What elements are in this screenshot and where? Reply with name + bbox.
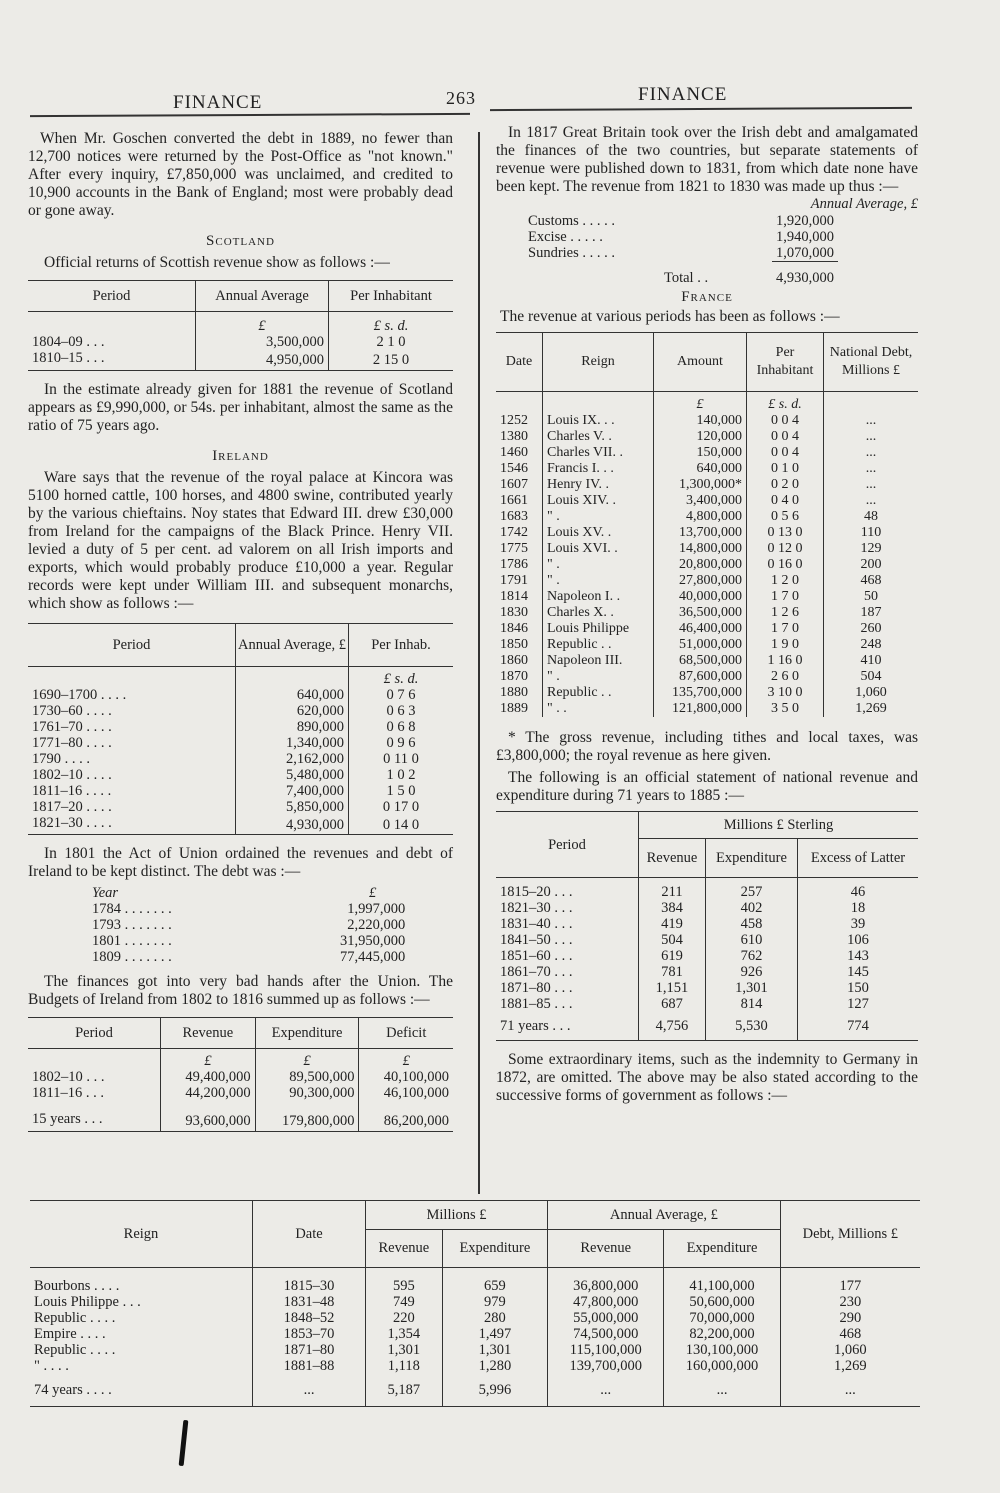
table-row: 1607 Henry IV. . 1,300,000* 0 2 0 ... xyxy=(496,477,918,493)
table-row: 1811–16 . . . 44,200,000 90,300,000 46,100,000 xyxy=(28,1085,453,1111)
table-row: 1861–70 . . . 781 926 145 xyxy=(496,964,918,980)
list-item: Customs . . . . . 1,920,000 xyxy=(528,213,834,229)
running-head-left: FINANCE xyxy=(173,92,263,113)
table-row: 1661 Louis XIV. . 3,400,000 0 4 0 ... xyxy=(496,493,918,509)
right-column xyxy=(496,124,918,1105)
irish-debt-list: Year £ 1784 . . . . . . . 1,997,000 1793 . . . . . . . 2,220,000 1801 . . . . . . . 31,950,000 1809 . . . . . . . 77,445,000 xyxy=(88,885,409,965)
table-row: 1460 Charles VII. . 150,000 0 0 4 ... xyxy=(496,445,918,461)
list-item: Sundries . . . . . 1,070,000 xyxy=(524,245,838,262)
table-row: Louis Philippe . . . 1831–48 749 979 47,800,000 50,600,000 230 xyxy=(30,1294,920,1310)
total-row: 74 years . . . . ... 5,187 5,996 ... ... ... xyxy=(30,1374,920,1407)
table-row: 1814 Napoleon I. . 40,000,000 1 7 0 50 xyxy=(496,589,918,605)
scotland-intro: Official returns of Scottish revenue show as follows :— xyxy=(44,254,390,271)
ireland-paragraph: Ware says that the revenue of the royal palace at Kincora was 5100 horned cattle, 100 horses, and 4800 swine, contributed yearly by the various chieftains. Noy states that Edward III. drew £30,000 from Ireland for the campaigns of the Black Prince. Henry VII. levied a duty of 5 per cent. ad valorem on all Irish imports and exports, which would probably produce £10,000 a year. Regular records were kept under William III. and subsequent monarchs, which show as follows :— xyxy=(28,469,453,612)
unit-pound: £ xyxy=(196,312,329,335)
table-row: 1380 Charles V. . 120,000 0 0 4 ... xyxy=(496,429,918,445)
ireland-heading: Ireland xyxy=(212,448,269,464)
col-revenue: Revenue xyxy=(366,1230,443,1268)
group-annual-average: Annual Average, £ xyxy=(548,1201,781,1230)
col-revenue-avg: Revenue xyxy=(548,1230,664,1268)
col-revenue: Revenue xyxy=(639,839,706,878)
col-expenditure: Expenditure xyxy=(255,1018,359,1049)
col-annual-average: Annual Average xyxy=(196,281,329,312)
table-row: 1771–80 . . . . 1,340,000 0 9 6 xyxy=(28,735,453,751)
table-row: 1870 " . 87,600,000 2 6 0 504 xyxy=(496,669,918,685)
indemnity-paragraph: Some extraordinary items, such as the indemnity to Germany in 1872, are omitted. The above may be also stated according to the successive forms of government as follows :— xyxy=(496,1051,918,1104)
list-item: Excise . . . . . 1,940,000 xyxy=(528,229,834,245)
national-table-body xyxy=(496,878,918,1013)
group-millions-sterling: Millions £ Sterling xyxy=(639,812,919,839)
col-reign: Reign xyxy=(543,333,654,392)
table-row: " . . . . 1881–88 1,118 1,280 139,700,000 160,000,000 1,269 xyxy=(30,1358,920,1374)
col-per-inhab: Per Inhab. xyxy=(371,637,431,653)
scotland-table xyxy=(28,280,453,371)
col-excess: Excess of Latter xyxy=(810,850,906,866)
col-reign: Reign xyxy=(30,1201,253,1268)
left-column xyxy=(28,130,453,1132)
col-deficit: Deficit xyxy=(386,1025,427,1041)
amalgamation-paragraph: In 1817 Great Britain took over the Irish debt and amalgamated the finances of the two countries, but separate statements of revenue were published down to 1831, from which date none have been kept. The revenue from 1821 to 1830 was made up thus :— xyxy=(496,124,918,195)
table-row: 1802–10 . . . . 5,480,000 1 0 2 xyxy=(28,767,453,783)
table-row: 1804–09 . . . 3,500,000 2 1 0 xyxy=(28,334,453,350)
scotland-estimate: In the estimate already given for 1881 the revenue of Scotland appears as £9,990,000, or 54s. per inhabitant, almost the same as the ratio of 75 years ago. xyxy=(28,381,453,434)
table-row: 1742 Louis XV. . 13,700,000 0 13 0 110 xyxy=(496,525,918,541)
col-annual-average: Annual Average, £ xyxy=(236,624,349,667)
table-row: 1690–1700 . . . . 640,000 0 7 6 xyxy=(28,687,453,703)
list-item: 1809 . . . . . . . 77,445,000 xyxy=(92,949,406,965)
table-row: 1252 Louis IX. . . 140,000 0 0 4 ... xyxy=(496,413,918,429)
table-row: 1683 " . 4,800,000 0 5 6 48 xyxy=(496,509,918,525)
footnote: * The gross revenue, including tithes and local taxes, was £3,800,000; the royal revenue as here given. xyxy=(496,729,918,764)
table-row: 1821–30 . . . 384 402 18 xyxy=(496,900,918,916)
total-row: 71 years . . . 4,756 5,530 774 xyxy=(496,1012,918,1041)
france-table-body xyxy=(496,413,918,717)
table-row: 1846 Louis Philippe 46,400,000 1 7 0 260 xyxy=(496,621,918,637)
government-table-body xyxy=(30,1268,920,1375)
table-row: Bourbons . . . . 1815–30 595 659 36,800,000 41,100,000 177 xyxy=(30,1268,920,1295)
col-period: Period xyxy=(28,624,236,667)
running-head-right: FINANCE xyxy=(638,84,728,105)
table-row: Republic . . . . 1848–52 220 280 55,000,000 70,000,000 290 xyxy=(30,1310,920,1326)
unit-lsd: £ s. d. xyxy=(383,671,419,687)
table-row: 1821–30 . . . . 4,930,000 0 14 0 xyxy=(28,815,453,835)
table-row: 1786 " . 20,800,000 0 16 0 200 xyxy=(496,557,918,573)
group-millions: Millions £ xyxy=(366,1201,548,1230)
col-debt: Debt, Millions £ xyxy=(780,1201,920,1268)
table-row: 1761–70 . . . . 890,000 0 6 8 xyxy=(28,719,453,735)
revenue-items xyxy=(524,213,838,286)
budgets-paragraph: The finances got into very bad hands after the Union. The Budgets of Ireland from 1802 to 1816 summed up as follows :— xyxy=(28,973,453,1008)
table-row: 1841–50 . . . 504 610 106 xyxy=(496,932,918,948)
table-row: 1546 Francis I. . . 640,000 0 1 0 ... xyxy=(496,461,918,477)
header-rule-left xyxy=(30,113,470,117)
col-expenditure: Expenditure xyxy=(705,839,797,878)
table-row: 1850 Republic . . 51,000,000 1 9 0 248 xyxy=(496,637,918,653)
table-row: 1831–40 . . . 419 458 39 xyxy=(496,916,918,932)
col-date: Date xyxy=(253,1201,366,1268)
ink-mark xyxy=(179,1420,189,1466)
list-item: 1793 . . . . . . . 2,220,000 xyxy=(92,917,406,933)
government-forms-table xyxy=(30,1200,920,1407)
table-row: 1815–20 . . . 211 257 46 xyxy=(496,878,918,901)
table-row: 1802–10 . . . 49,400,000 89,500,000 40,100,000 xyxy=(28,1069,453,1085)
table-row: 1730–60 . . . . 620,000 0 6 3 xyxy=(28,703,453,719)
annual-average-head: Annual Average, £ xyxy=(810,196,918,212)
table-row: 1871–80 . . . 1,151 1,301 150 xyxy=(496,980,918,996)
ireland-budget-table: Period Revenue Expenditure Deficit £ £ £ 1802–10 . . . 49,400,000 89,500,000 40,100,000 1811–16 . . . 44,200,000 90,300,000 46,100,000 15 years . . . 93,600,000 179,800,000 86,200,000 xyxy=(28,1017,453,1132)
total-row: 15 years . . . 93,600,000 179,800,000 86,200,000 xyxy=(28,1111,453,1132)
table-row: 1790 . . . . 2,162,000 0 11 0 xyxy=(28,751,453,767)
table-row: 1830 Charles X. . 36,500,000 1 2 6 187 xyxy=(496,605,918,621)
france-intro: The revenue at various periods has been as follows :— xyxy=(500,308,840,325)
col-expenditure: Expenditure xyxy=(442,1230,547,1268)
header-rule-right xyxy=(490,107,912,111)
table-row: 1889 " . . 121,800,000 3 5 0 1,269 xyxy=(496,701,918,717)
ireland-table xyxy=(28,623,453,835)
national-revenue-table xyxy=(496,811,918,1041)
page-number: 263 xyxy=(446,88,476,108)
column-divider xyxy=(478,132,480,1194)
scotland-heading: Scotland xyxy=(206,233,275,249)
goschen-paragraph: When Mr. Goschen converted the debt in 1889, no fewer than 12,700 notices were returned by the Post-Office as "not known." After every inquiry, £7,850,000 was unclaimed, and credited to 10,900 accounts in the Bank of England; most were probably dead or gone away. xyxy=(28,130,453,219)
list-item: 1784 . . . . . . . 1,997,000 xyxy=(92,901,406,917)
table-row: 1811–16 . . . . 7,400,000 1 5 0 xyxy=(28,783,453,799)
table-row: 1817–20 . . . . 5,850,000 0 17 0 xyxy=(28,799,453,815)
table-row: 1775 Louis XVI. . 14,800,000 0 12 0 129 xyxy=(496,541,918,557)
statement-intro: The following is an official statement of national revenue and expenditure during 71 years to 1885 :— xyxy=(496,769,918,804)
table-row: 1810–15 . . . 4,950,000 2 15 0 xyxy=(28,350,453,371)
table-row: 1791 " . 27,800,000 1 2 0 468 xyxy=(496,573,918,589)
col-period: Period xyxy=(28,1018,161,1049)
col-period: Period xyxy=(28,281,196,312)
france-revenue-table: Date Reign Amount Per Inhabitant National Debt, Millions £ £ £ s. d. 1252 Louis IX. . . 140,000 0 0 4 ... 1380 Charles V. . 120,000 0 0 4 ... 1460 Charles VII. . 150,000 0 0 4 ... 1546 Francis I. . . 640,000 0 1 0 ... 1607 Henry IV. . 1,300,000* 0 2 0 ... 1661 Louis XIV. . 3,400,000 0 4 0 ... 1683 " . 4,800,000 0 5 6 48 1742 Louis XV. . 13,700,000 0 13 0 110 1775 Louis XVI. . 14,800,000 0 12 0 129 1786 " . 20,800,000 0 16 0 200 1791 " . 27,800,000 1 2 0 468 1814 Napoleon I. . 40,000,000 1 7 0 50 1830 Charles X. . 36,500,000 1 2 6 187 1846 Louis Philippe 46,400,000 1 7 0 260 1850 Republic . . 51,000,000 1 9 0 248 1860 Napoleon III. 68,500,000 1 16 0 410 1870 " . 87,600,000 2 6 0 504 1880 Republic . . 135,700,000 3 10 0 1,060 1889 " . . 121,800,000 3 5 0 1,269 xyxy=(496,332,918,717)
union-paragraph: In 1801 the Act of Union ordained the revenues and debt of Ireland to be kept distinct. The debt was :— xyxy=(28,845,453,880)
unit-lsd: £ s. d. xyxy=(373,318,409,334)
table-row: 1851–60 . . . 619 762 143 xyxy=(496,948,918,964)
table-row: Republic . . . . 1871–80 1,301 1,301 115,100,000 130,100,000 1,060 xyxy=(30,1342,920,1358)
table-row: 1881–85 . . . 687 814 127 xyxy=(496,996,918,1012)
col-national-debt: National Debt, Millions £ xyxy=(829,345,913,378)
col-revenue: Revenue xyxy=(161,1018,256,1049)
col-amount: Amount xyxy=(654,333,747,392)
list-item: 1801 . . . . . . . 31,950,000 xyxy=(92,933,406,949)
table-row: Empire . . . . 1853–70 1,354 1,497 74,500,000 82,200,000 468 xyxy=(30,1326,920,1342)
col-expenditure-avg: Expenditure xyxy=(664,1230,780,1268)
table-row: 1880 Republic . . 135,700,000 3 10 0 1,060 xyxy=(496,685,918,701)
table-row: 1860 Napoleon III. 68,500,000 1 16 0 410 xyxy=(496,653,918,669)
col-period: Period xyxy=(496,812,639,878)
france-heading: France xyxy=(681,289,733,305)
col-per-inhabitant: Per Inhabitant xyxy=(350,288,432,304)
col-date: Date xyxy=(496,333,543,392)
total-row: Total . . 4,930,000 xyxy=(664,269,834,286)
col-per-inhabitant: Per Inhabitant xyxy=(747,333,824,392)
